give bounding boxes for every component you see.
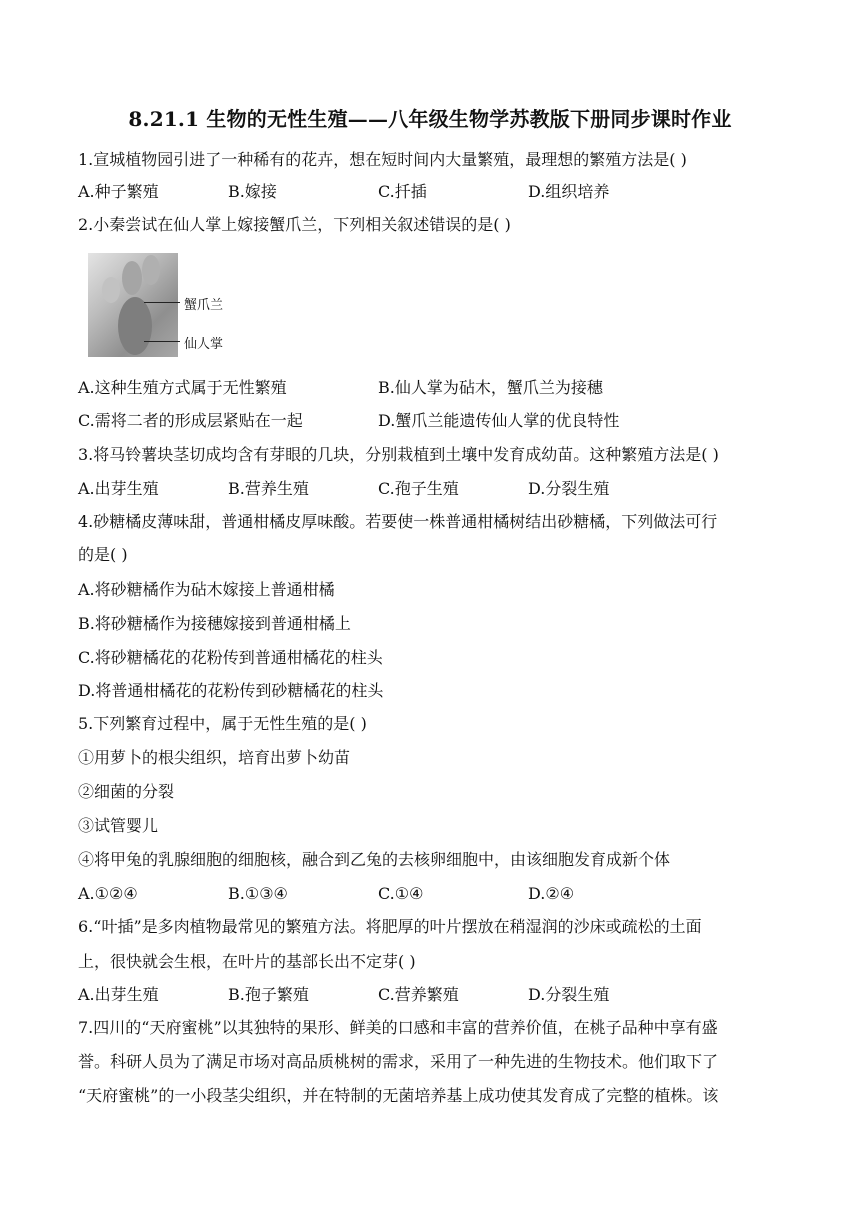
question-4-stem-line1: 4.砂糖橘皮薄味甜，普通柑橘皮厚味酸。若要使一株普通柑橘树结出砂糖橘，下列做法可行 bbox=[78, 512, 718, 531]
q1-option-d: D.组织培养 bbox=[528, 182, 610, 201]
q3-option-a: A.出芽生殖 bbox=[78, 479, 159, 498]
q6-option-c: C.营养繁殖 bbox=[378, 985, 459, 1004]
q3-option-b: B.营养生殖 bbox=[228, 479, 309, 498]
page-title: 8.21.1 生物的无性生殖——八年级生物学苏教版下册同步课时作业 bbox=[128, 107, 732, 131]
leader-line-1 bbox=[144, 302, 180, 303]
question-6-stem-line2: 上，很快就会生根，在叶片的基部长出不定芽( ) bbox=[78, 952, 416, 971]
q5-option-c: C.①④ bbox=[378, 884, 424, 903]
q5-item-4: ④将甲兔的乳腺细胞的细胞核，融合到乙兔的去核卵细胞中，由该细胞发育成新个体 bbox=[78, 850, 671, 869]
q5-item-2: ②细菌的分裂 bbox=[78, 782, 175, 801]
question-1-stem: 1.宣城植物园引进了一种稀有的花卉，想在短时间内大量繁殖，最理想的繁殖方法是( ) bbox=[78, 150, 687, 169]
question-7-line3: “天府蜜桃”的一小段茎尖组织，并在特制的无菌培养基上成功使其发育成了完整的植株。该 bbox=[78, 1086, 719, 1105]
q6-option-b: B.孢子繁殖 bbox=[228, 985, 309, 1004]
q1-option-c: C.扦插 bbox=[378, 182, 427, 201]
q2-option-a: A.这种生殖方式属于无性繁殖 bbox=[78, 378, 287, 397]
question-4-stem-line2: 的是( ) bbox=[78, 545, 128, 564]
q2-option-c: C.需将二者的形成层紧贴在一起 bbox=[78, 411, 303, 430]
grafting-figure bbox=[84, 253, 244, 359]
figure-label-scion: 蟹爪兰 bbox=[184, 298, 224, 313]
q4-option-a: A.将砂糖橘作为砧木嫁接上普通柑橘 bbox=[78, 580, 335, 599]
q4-option-c: C.将砂糖橘花的花粉传到普通柑橘花的柱头 bbox=[78, 648, 383, 667]
q3-option-d: D.分裂生殖 bbox=[528, 479, 610, 498]
question-7-line1: 7.四川的“天府蜜桃”以其独特的果形、鲜美的口感和丰富的营养价值，在桃子品种中享有盛 bbox=[78, 1018, 718, 1037]
q4-option-d: D.将普通柑橘花的花粉传到砂糖橘花的柱头 bbox=[78, 681, 384, 700]
question-2-stem: 2.小秦尝试在仙人掌上嫁接蟹爪兰，下列相关叙述错误的是( ) bbox=[78, 215, 511, 234]
q4-option-b: B.将砂糖橘作为接穗嫁接到普通柑橘上 bbox=[78, 614, 351, 633]
q5-option-b: B.①③④ bbox=[228, 884, 288, 903]
q2-option-d: D.蟹爪兰能遗传仙人掌的优良特性 bbox=[378, 411, 620, 430]
q3-option-c: C.孢子生殖 bbox=[378, 479, 459, 498]
figure-label-stock: 仙人掌 bbox=[184, 337, 224, 352]
q6-option-d: D.分裂生殖 bbox=[528, 985, 610, 1004]
q1-option-b: B.嫁接 bbox=[228, 182, 277, 201]
q5-item-1: ①用萝卜的根尖组织，培育出萝卜幼苗 bbox=[78, 748, 351, 767]
q6-option-a: A.出芽生殖 bbox=[78, 985, 159, 1004]
q5-item-3: ③试管婴儿 bbox=[78, 816, 159, 835]
question-3-stem: 3.将马铃薯块茎切成均含有芽眼的几块，分别栽植到土壤中发育成幼苗。这种繁殖方法是( ) bbox=[78, 445, 719, 464]
leader-line-2 bbox=[144, 341, 180, 342]
q5-option-d: D.②④ bbox=[528, 884, 575, 903]
question-5-stem: 5.下列繁育过程中，属于无性生殖的是( ) bbox=[78, 714, 367, 733]
question-7-line2: 誉。科研人员为了满足市场对高品质桃树的需求，采用了一种先进的生物技术。他们取下了 bbox=[78, 1052, 719, 1071]
question-6-stem-line1: 6.“叶插”是多肉植物最常见的繁殖方法。将肥厚的叶片摆放在稍湿润的沙床或疏松的土面 bbox=[78, 917, 702, 936]
q5-option-a: A.①②④ bbox=[78, 884, 138, 903]
q2-option-b: B.仙人掌为砧木，蟹爪兰为接穗 bbox=[378, 378, 603, 397]
q1-option-a: A.种子繁殖 bbox=[78, 182, 159, 201]
